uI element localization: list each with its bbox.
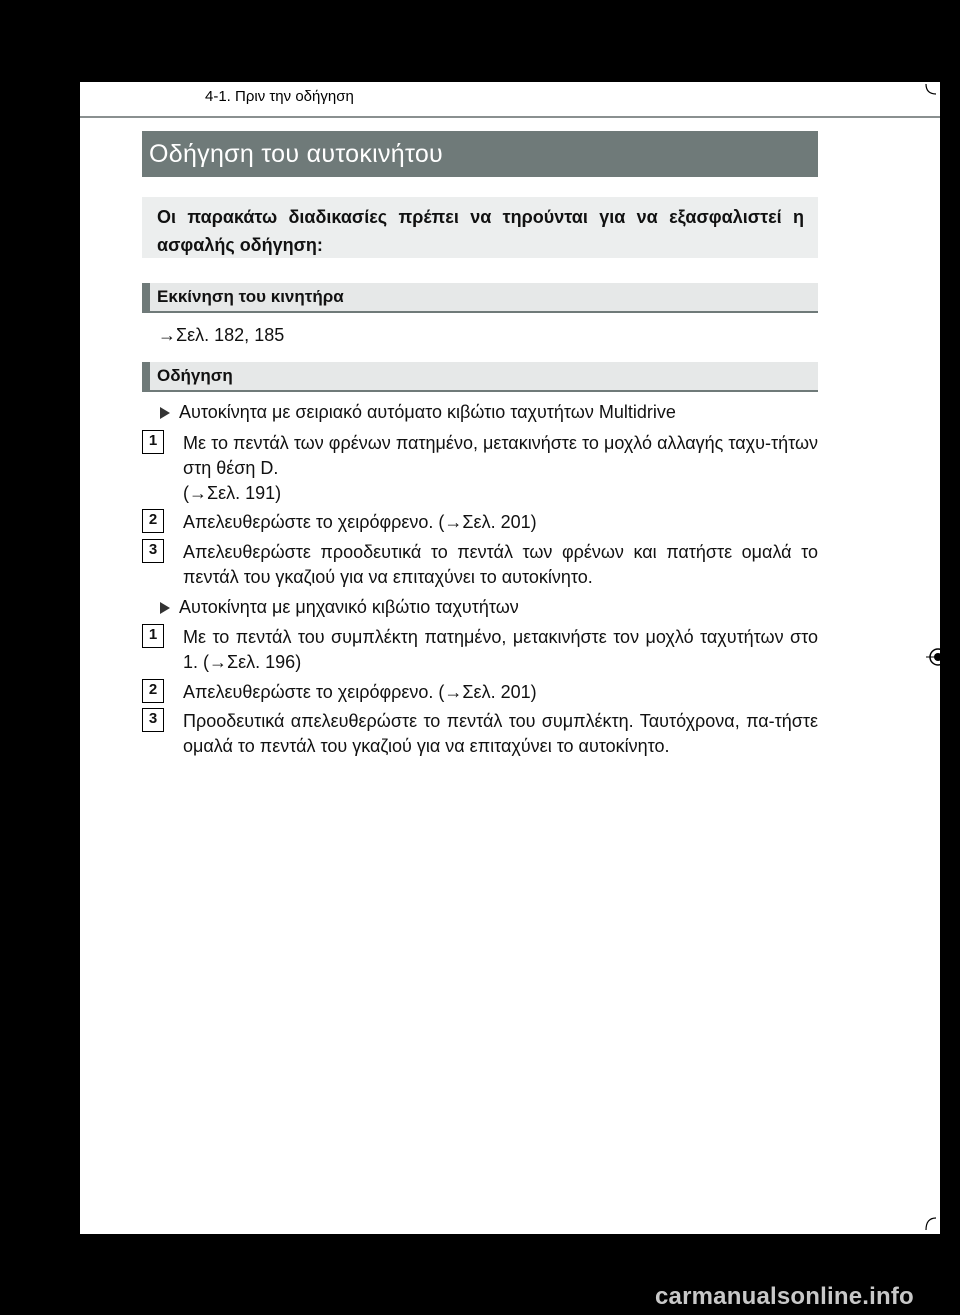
step-auto-1 (142, 430, 818, 505)
step-number: 1 (142, 624, 164, 648)
step-number: 2 (142, 509, 164, 533)
watermark: carmanualsonline.info (655, 1283, 914, 1310)
triangle-bullet-icon (160, 407, 170, 419)
step-manual-3 (142, 708, 818, 758)
step-manual-1 (142, 624, 818, 674)
step-text: Απελευθερώστε το χειρόφρενο. (→Σελ. 201) (183, 682, 537, 702)
bullet-multidrive (160, 400, 676, 425)
step-text: Απελευθερώστε το χειρόφρενο. (→Σελ. 201) (183, 512, 537, 532)
engine-start-reference: →Σελ. 182, 185 (158, 325, 285, 345)
bullet-multidrive-label: Αυτοκίνητα με σειριακό αυτόματο κιβώτιο ταχυτήτων Multidrive (179, 402, 676, 422)
section-heading-engine-start: Εκκίνηση του κινητήρα (142, 283, 818, 313)
step-text-line: Με το πεντάλ των φρένων πατημένο, μετακινήστε το μοχλό αλλαγής ταχυ-τήτων στη θέση D. (183, 433, 818, 478)
running-header: 4-1. Πριν την οδήγηση (205, 88, 354, 105)
step-text (183, 431, 818, 506)
step-text: Προοδευτικά απελευθερώστε το πεντάλ του συμπλέκτη. Ταυτόχρονα, πα-τήστε ομαλά το πεντάλ του γκαζιού για να επιταχύνει το αυτοκίνητο. (183, 711, 818, 756)
step-text: Με το πεντάλ του συμπλέκτη πατημένο, μετακινήστε τον μοχλό ταχυτήτων στο 1. (→Σελ. 196) (183, 627, 818, 672)
registration-mark-icon (926, 642, 946, 672)
header-rule (80, 116, 940, 118)
section-heading-driving: Οδήγηση (142, 362, 818, 392)
crop-mark-bottom-icon (924, 1212, 938, 1232)
step-number: 2 (142, 679, 164, 703)
step-auto-3 (142, 539, 818, 589)
step-text-ref: (→Σελ. 191) (183, 483, 282, 503)
page-title: Οδήγηση του αυτοκινήτου (142, 131, 818, 177)
triangle-bullet-icon (160, 602, 170, 614)
step-auto-2 (142, 509, 818, 534)
manual-page (80, 82, 940, 1234)
step-number: 3 (142, 539, 164, 563)
bullet-manual (160, 595, 519, 620)
step-manual-2 (142, 679, 818, 704)
crop-mark-top-icon (924, 82, 938, 102)
step-number: 3 (142, 708, 164, 732)
intro-text: Οι παρακάτω διαδικασίες πρέπει να τηρούνται για να εξασφαλιστεί η ασφαλής οδήγηση: (142, 197, 818, 258)
bullet-manual-label: Αυτοκίνητα με μηχανικό κιβώτιο ταχυτήτων (179, 597, 519, 617)
step-number: 1 (142, 430, 164, 454)
step-text: Απελευθερώστε προοδευτικά το πεντάλ των φρένων και πατήστε ομαλά το πεντάλ του γκαζιού για να επιταχύνει το αυτοκίνητο. (183, 542, 818, 587)
